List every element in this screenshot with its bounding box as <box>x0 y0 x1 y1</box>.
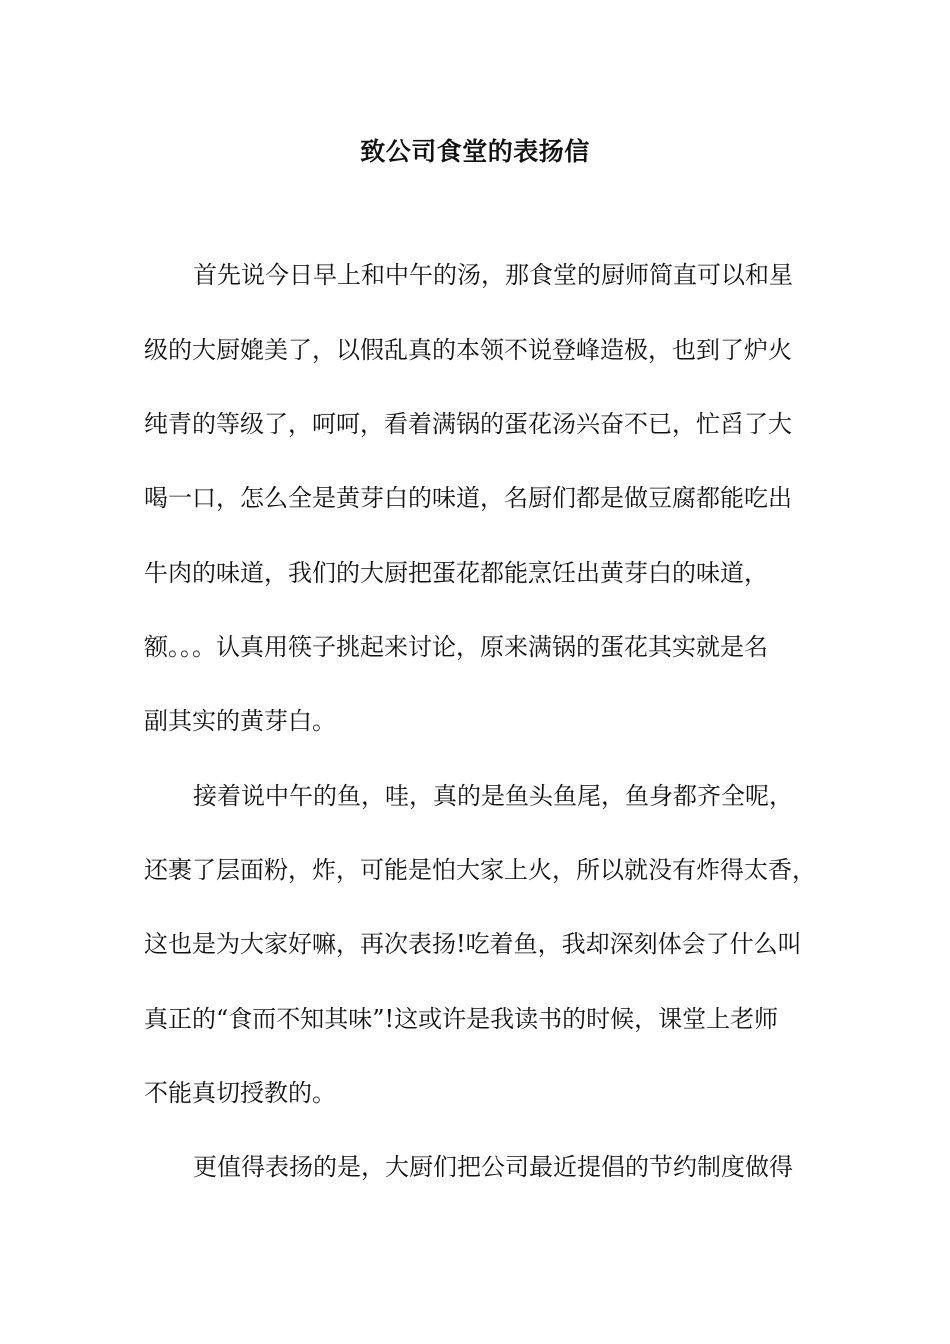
text-line: 纯青的等级了，呵呵，看着满锅的蛋花汤兴奋不已，忙舀了大 <box>144 410 792 438</box>
text-line: 首先说今日早上和中午的汤，那食堂的厨师简直可以和星 <box>193 261 793 289</box>
text-line: 接着说中午的鱼，哇，真的是鱼头鱼尾，鱼身都齐全呢， <box>193 782 793 810</box>
text-line: 这也是为大家好嘛，再次表扬!吃着鱼，我却深刻体会了什么叫 <box>144 930 802 958</box>
document-title: 致公司食堂的表扬信 <box>360 137 590 166</box>
text-line: 还裹了层面粉，炸，可能是怕大家上火，所以就没有炸得太香， <box>144 856 816 884</box>
text-line: 不能真切授教的。 <box>144 1079 336 1107</box>
text-line: 额。。。认真用筷子挑起来讨论，原来满锅的蛋花其实就是名 <box>144 633 768 661</box>
text-line: 更值得表扬的是，大厨们把公司最近提倡的节约制度做得 <box>193 1153 793 1181</box>
text-line: 喝一口，怎么全是黄芽白的味道，名厨们都是做豆腐都能吃出 <box>144 484 792 512</box>
text-line: 级的大厨媲美了，以假乱真的本领不说登峰造极，也到了炉火 <box>144 336 792 364</box>
text-line: 副其实的黄芽白。 <box>144 707 336 735</box>
text-line: 牛肉的味道，我们的大厨把蛋花都能烹饪出黄芽白的味道， <box>144 559 768 587</box>
text-line: 真正的“食而不知其味”!这或许是我读书的时候，课堂上老师 <box>144 1005 779 1033</box>
